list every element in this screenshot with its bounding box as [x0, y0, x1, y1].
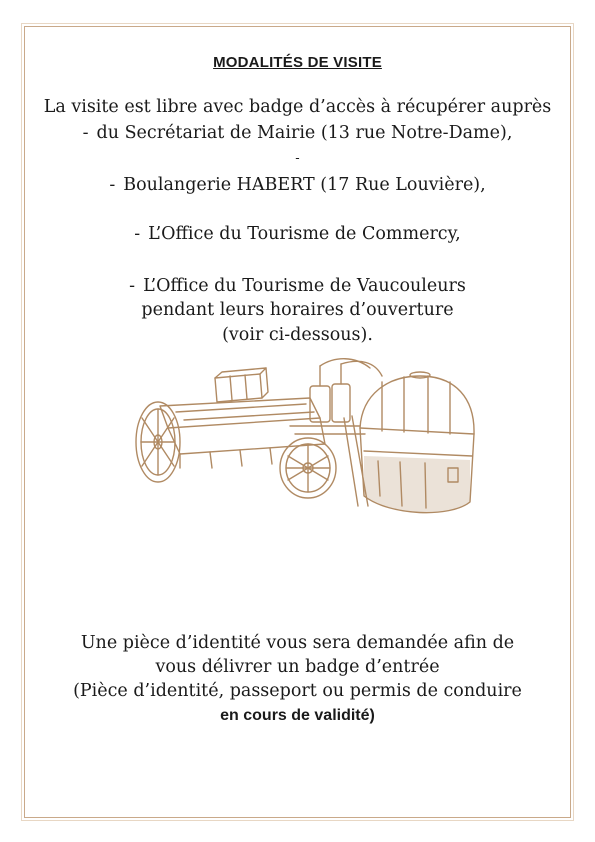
list-dash: - [295, 151, 300, 166]
intro-text: La visite est libre avec badge d’accès à récupérer auprès [43, 97, 552, 117]
location-item-mairie [0, 122, 595, 144]
chassis-drawing [160, 368, 325, 468]
location-item-boulangerie [0, 174, 595, 196]
id-notice-line-3: (Pièce d’identité, passeport ou permis de conduire [73, 681, 522, 701]
page-title: MODALITÉS DE VISITE [213, 54, 382, 71]
location-label: du Secrétariat de Mairie (13 rue Notre-Dame), [96, 123, 513, 143]
location-item-commercy [0, 223, 595, 245]
hours-line-2: (voir ci-dessous). [222, 325, 373, 345]
hours-line-1: pendant leurs horaires d’ouverture [141, 300, 454, 320]
location-label: L’Office du Tourisme de Vaucouleurs [143, 276, 466, 296]
id-notice-line-1: Une pièce d’identité vous sera demandée afin de [80, 633, 515, 653]
front-wheel-drawing [280, 438, 336, 498]
id-validity-note: en cours de validité) [220, 707, 375, 724]
list-dash: - [134, 224, 141, 244]
id-notice-line-2: vous délivrer un badge d’entrée [155, 657, 440, 677]
list-dash: - [109, 175, 116, 195]
location-item-empty [0, 148, 595, 170]
list-dash: - [82, 123, 89, 143]
location-label: Boulangerie HABERT (17 Rue Louvière), [123, 175, 486, 195]
rear-wheel-drawing [136, 402, 180, 482]
list-dash: - [129, 276, 136, 296]
cylinders-drawing [290, 359, 382, 434]
location-label: L’Office du Tourisme de Commercy, [148, 224, 461, 244]
location-item-vaucouleurs [0, 275, 595, 297]
cugnot-steam-wagon-illustration [120, 356, 480, 541]
